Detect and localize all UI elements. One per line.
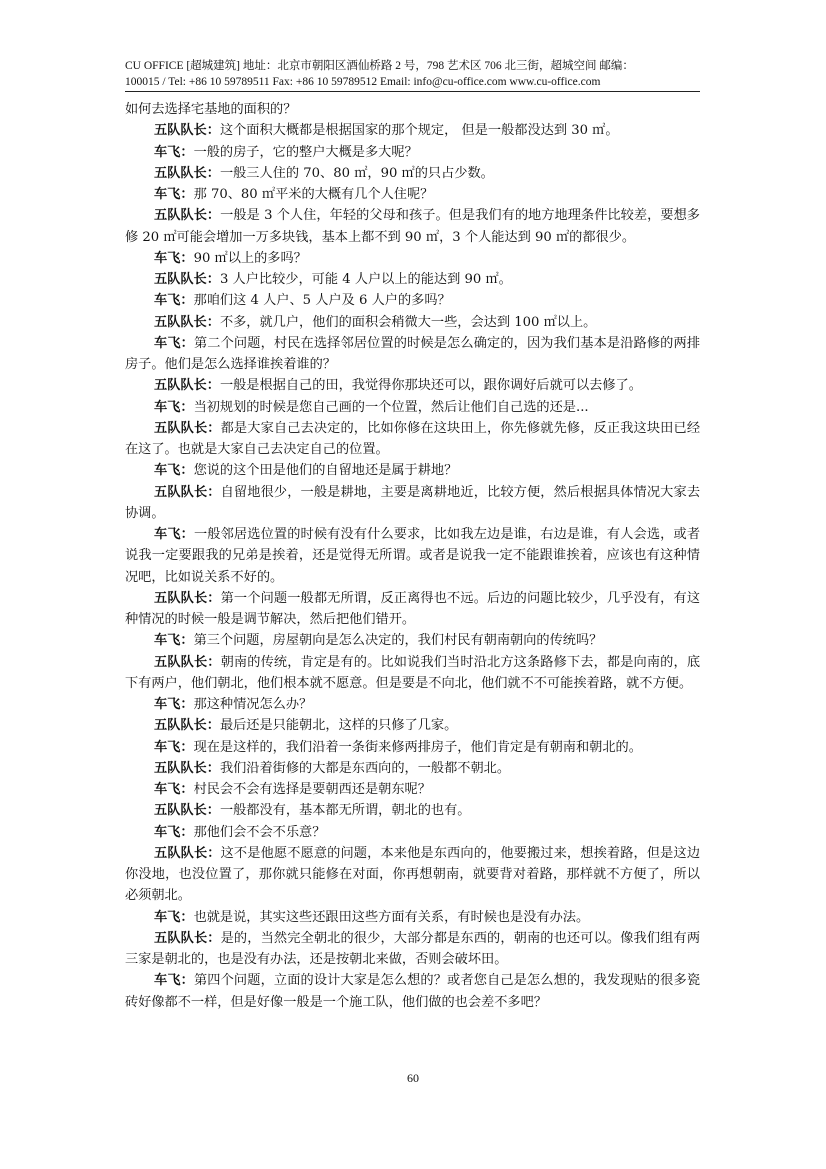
dialogue-paragraph: [125, 418, 700, 461]
dialogue-text: 我们沿着街修的大都是东西向的，一般都不朝北。: [219, 760, 511, 776]
dialogue-paragraph: [125, 120, 700, 141]
dialogue-text: 那 70、80 ㎡平米的大概有几个人住呢？: [193, 187, 434, 202]
dialogue-paragraph: [125, 163, 700, 184]
dialogue-paragraph: [125, 970, 700, 1013]
dialogue-text: 一般都没有，基本都无所谓，朝北的也有。: [219, 803, 471, 819]
header-rule: [125, 91, 700, 92]
speaker-label: 车飞：: [154, 144, 194, 160]
dialogue-paragraph: [125, 184, 700, 205]
speaker-label: 五队队长：: [154, 420, 221, 436]
dialogue-paragraph: [125, 907, 700, 928]
dialogue-text: 一般的房子，它的整户大概是多大呢？: [193, 144, 418, 160]
page-header: [125, 58, 700, 90]
speaker-label: 五队队长：: [154, 718, 220, 734]
speaker-label: 五队队长：: [154, 803, 220, 819]
dialogue-text: 第二个问题，村民在选择邻居位置的时候是怎么确定的，因为我们基本是沿路修的两排房子。他们是怎么选择谁挨着谁的？: [125, 335, 701, 372]
dialogue-paragraph: [125, 205, 700, 248]
dialogue-text: 都是大家自己去决定的，比如你修在这块田上，你先修就先修，反正我这块田已经在这了。也就是大家自己去决定自己的位置。: [125, 420, 701, 457]
page-number: 60: [407, 1071, 419, 1085]
intro-line: 如何去选择宅基地的面积的？: [125, 102, 297, 117]
speaker-label: 五队队长：: [154, 208, 221, 224]
dialogue-text: 也就是说，其实这些还跟田这些方面有关系，有时候也是没有办法。: [193, 909, 590, 925]
dialogue-paragraph: [125, 800, 700, 821]
speaker-label: 车飞：: [154, 782, 194, 797]
speaker-label: 五队队长：: [154, 272, 220, 287]
speaker-label: 五队队长：: [154, 123, 220, 139]
dialogue-text: 第一个问题一般都无所谓，反正离得也不远。后边的问题比较少，几乎没有，有这种情况的时候一般是调节解决，然后把他们错开。: [125, 590, 701, 627]
dialogue-paragraph: [125, 694, 700, 715]
dialogue-text: 一般是 3 个人住，年轻的父母和孩子。但是我们有的地方地理条件比较差，要想多修 20 ㎡可能会增加一万多块钱，基本上都不到 90 ㎡，3 个人能达到 90 ㎡的都很少。: [125, 208, 700, 245]
dialogue-paragraph: [125, 397, 700, 418]
dialogue-paragraph: [125, 843, 700, 907]
dialogue-paragraph: [125, 142, 700, 163]
speaker-label: 车飞：: [154, 463, 194, 479]
speaker-label: 五队队长：: [154, 314, 220, 330]
speaker-label: 五队队长：: [154, 590, 221, 606]
dialogue-paragraph: [125, 588, 700, 631]
dialogue-text: 那这种情况怎么办？: [193, 697, 313, 712]
dialogue-paragraph: [125, 928, 700, 971]
dialogue-paragraph: [125, 715, 700, 736]
dialogue-paragraph: [125, 758, 700, 779]
dialogue-text: 90 ㎡以上的多吗？: [193, 250, 307, 266]
dialogue-paragraph: [125, 312, 700, 333]
dialogue: [125, 120, 700, 1013]
dialogue-paragraph: [125, 290, 700, 311]
speaker-label: 车飞：: [154, 824, 194, 840]
speaker-label: 五队队长：: [154, 484, 221, 500]
dialogue-text: 是的，当然完全朝北的很少，大部分都是东西的，朝南的也还可以。像我们组有两三家是朝北的，也是没有办法，还是按朝北来做，否则会破坏田。: [125, 930, 701, 967]
dialogue-text: 第四个问题，立面的设计大家是怎么想的？或者您自己是怎么想的，我发现贴的很多瓷砖好像都不一样，但是好像一般是一个施工队，他们做的也会差不多吧？: [125, 973, 701, 1010]
speaker-label: 车飞：: [154, 739, 194, 755]
dialogue-paragraph: [125, 269, 700, 290]
dialogue-text: 不多，就几户，他们的面积会稍微大一些，会达到 100 ㎡以上。: [219, 314, 597, 330]
speaker-label: 车飞：: [154, 187, 194, 202]
document-body: [125, 99, 700, 1013]
speaker-label: 车飞：: [154, 527, 194, 542]
dialogue-paragraph: [125, 524, 700, 588]
dialogue-text: 3 人户比较少，可能 4 人户以上的能达到 90 ㎡。: [219, 272, 512, 287]
speaker-label: 车飞：: [154, 909, 194, 925]
dialogue-text: 那他们会不会不乐意？: [193, 824, 326, 840]
dialogue-paragraph: [125, 630, 700, 651]
dialogue-text: 一般三人住的 70、80 ㎡，90 ㎡的只占少数。: [219, 165, 494, 181]
dialogue-paragraph: [125, 779, 700, 800]
speaker-label: 五队队长：: [154, 165, 220, 181]
header-contact-line: 100015 / Tel: +86 10 59789511 Fax: +86 10 59789512 Email: info@cu-office.com www.cu-office.com: [125, 76, 601, 88]
speaker-label: 五队队长：: [154, 930, 221, 946]
speaker-label: 五队队长：: [154, 378, 220, 394]
dialogue-text: 第三个问题，房屋朝向是怎么决定的，我们村民有朝南朝向的传统吗？: [193, 633, 603, 649]
dialogue-paragraph: [125, 333, 700, 376]
speaker-label: 车飞：: [154, 335, 194, 351]
dialogue-paragraph: [125, 375, 700, 396]
speaker-label: 车飞：: [154, 973, 194, 989]
dialogue-paragraph: [125, 822, 700, 843]
dialogue-text: 一般邻居选位置的时候有没有什么要求，比如我左边是谁，右边是谁，有人会选，或者说我一定要跟我的兄弟是挨着，还是觉得无所谓。或者是说我一定不能跟谁挨着，应该也有这种情况吧，比如说关系不好的。: [125, 527, 701, 585]
speaker-label: 车飞：: [154, 697, 194, 712]
speaker-label: 车飞：: [154, 633, 194, 649]
dialogue-text: 一般是根据自己的田，我觉得你那块还可以，跟你调好后就可以去修了。: [219, 378, 642, 394]
dialogue-paragraph: [125, 460, 700, 481]
speaker-label: 车飞：: [154, 250, 194, 266]
dialogue-text: 您说的这个田是他们的自留地还是属于耕地？: [193, 463, 458, 479]
dialogue-text: 朝南的传统，肯定是有的。比如说我们当时沿北方这条路修下去，都是向南的，底下有两户，他们朝北，他们根本就不愿意。但是要是不向北，他们就不不可能挨着路，就不方便。: [125, 654, 701, 691]
dialogue-text: 这个面积大概都是根据国家的那个规定， 但是一般都没达到 30 ㎡。: [219, 123, 619, 139]
speaker-label: 五队队长：: [154, 654, 221, 670]
dialogue-text: 那咱们这 4 人户、5 人户及 6 人户的多吗？: [193, 293, 451, 309]
dialogue-paragraph: [125, 248, 700, 269]
speaker-label: 车飞：: [154, 293, 194, 309]
dialogue-paragraph: [125, 652, 700, 695]
dialogue-paragraph: [125, 482, 700, 525]
dialogue-text: 村民会不会有选择是要朝西还是朝东呢？: [193, 782, 431, 797]
dialogue-text: 这不是他愿不愿意的问题，本来他是东西向的，他要搬过来，想挨着路，但是这边你没地，也没位置了，那你就只能修在对面，你再想朝南，就要背对着路，那样就不方便了，所以必须朝北。: [125, 845, 701, 904]
dialogue-text: 自留地很少，一般是耕地，主要是离耕地近，比较方便，然后根据具体情况大家去协调。: [125, 484, 701, 521]
dialogue-text: 最后还是只能朝北，这样的只修了几家。: [219, 718, 458, 734]
speaker-label: 车飞：: [154, 399, 194, 415]
speaker-label: 五队队长：: [154, 845, 221, 861]
speaker-label: 五队队长：: [154, 760, 220, 776]
dialogue-text: 现在是这样的，我们沿着一条街来修两排房子，他们肯定是有朝南和朝北的。: [193, 739, 642, 755]
dialogue-text: 当初规划的时候是您自己画的一个位置，然后让他们自己选的还是...: [193, 399, 589, 415]
dialogue-paragraph: [125, 737, 700, 758]
header-address-line: CU OFFICE [超城建筑] 地址：北京市朝阳区酒仙桥路 2 号，798 艺术区 706 北三街，超城空间 邮编：: [125, 60, 634, 72]
